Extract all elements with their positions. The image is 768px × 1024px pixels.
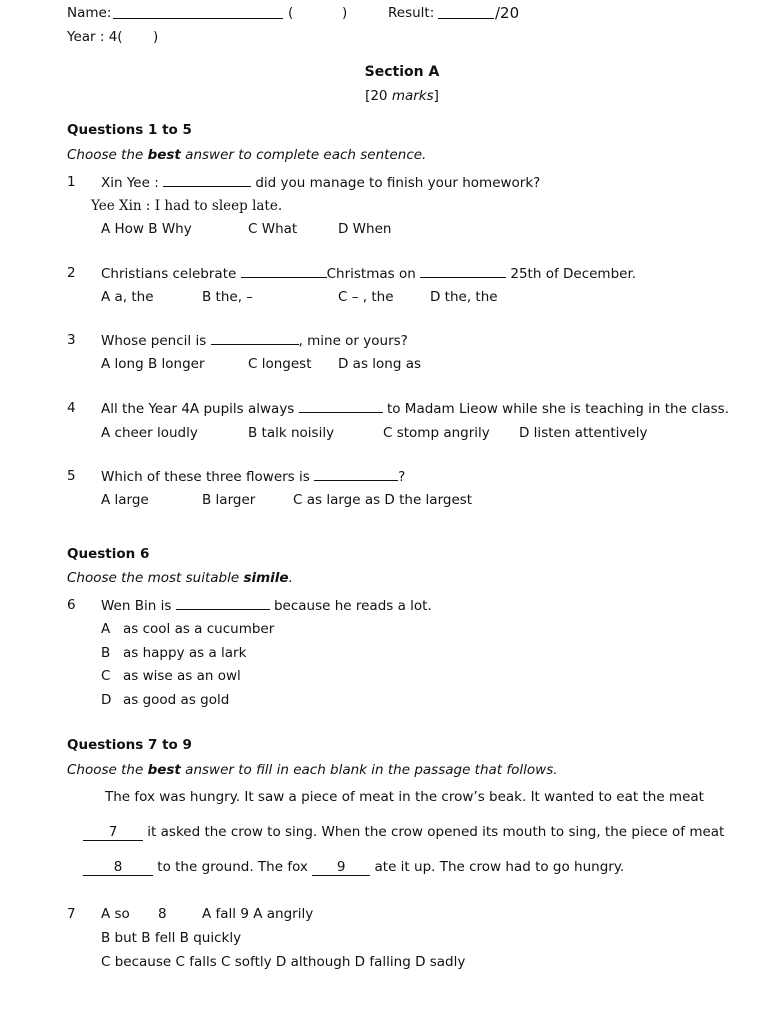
part3-heading: Questions 7 to 9: [67, 737, 192, 753]
answers-row-1a: A so: [101, 906, 130, 922]
result-total: /20: [495, 4, 520, 22]
result-label: Result:: [388, 5, 435, 21]
q3-option-1: A long B longer: [101, 356, 205, 372]
part1-heading: Questions 1 to 5: [67, 122, 192, 138]
answers-row-3: C because C falls C softly D although D falling D sadly: [101, 954, 466, 970]
name-label: Name:: [67, 5, 112, 21]
q3-option-3: D as long as: [338, 356, 422, 372]
q6-option-c: C as wise as an owl: [101, 668, 241, 684]
class-paren-close: ): [342, 5, 348, 21]
q6-number: 6: [67, 597, 76, 613]
q6-line1: Wen Bin is because he reads a lot.: [101, 598, 432, 614]
q6-option-a: A as cool as a cucumber: [101, 621, 275, 637]
section-marks: [0, 88, 768, 104]
part1-instruction: Choose the best answer to complete each sentence.: [67, 147, 427, 163]
q5-option-2: B larger: [202, 492, 256, 508]
q4-option-c: C stomp angrily: [383, 425, 490, 441]
q4-line1: All the Year 4A pupils always to Madam Lieow while she is teaching in the class.: [101, 401, 729, 417]
q6-option-b: B as happy as a lark: [101, 645, 247, 661]
year-paren-close: ): [153, 29, 159, 45]
class-paren-open: (: [288, 5, 294, 21]
q4-option-a: A cheer loudly: [101, 425, 198, 441]
q3-option-2: C longest: [248, 356, 312, 372]
part3-instruction: Choose the best answer to fill in each blank in the passage that follows.: [67, 762, 558, 778]
year-label: Year : 4(: [67, 29, 123, 45]
q5-option-3: C as large as D the largest: [293, 492, 473, 508]
q6-option-d: D as good as gold: [101, 692, 230, 708]
q5-option-1: A large: [101, 492, 149, 508]
q1-line1: Xin Yee : did you manage to finish your homework?: [101, 175, 541, 191]
answers-row-2: B but B fell B quickly: [101, 930, 242, 946]
part2-heading: Question 6: [67, 546, 150, 562]
q4-option-b: B talk noisily: [248, 425, 335, 441]
q2-option-c: C – , the: [338, 289, 394, 305]
marks-open: [20: [365, 88, 392, 104]
q5-number: 5: [67, 468, 76, 484]
section-title: Section A: [364, 64, 440, 80]
q1-option-1: A How B Why: [101, 221, 192, 237]
marks-close: ]: [433, 88, 439, 104]
q1-line2: Yee Xin : I had to sleep late.: [91, 198, 283, 214]
q1-option-2: C What: [248, 221, 298, 237]
q7-number: 7: [67, 906, 76, 922]
passage-line-3: 8 to the ground. The fox 9 ate it up. The crow had to go hungry.: [83, 859, 624, 876]
answers-row-1c: A fall 9 A angrily: [202, 906, 314, 922]
q2-option-a: A a, the: [101, 289, 154, 305]
q4-number: 4: [67, 400, 76, 416]
part2-instruction: Choose the most suitable simile.: [67, 570, 293, 586]
q4-option-d: D listen attentively: [519, 425, 648, 441]
passage-line-2: 7 it asked the crow to sing. When the crow opened its mouth to sing, the piece of meat: [83, 824, 724, 841]
q2-option-d: D the, the: [430, 289, 498, 305]
answers-row-1b: 8: [158, 906, 167, 922]
q2-line1: Christians celebrate Christmas on 25th of December.: [101, 266, 637, 282]
q3-number: 3: [67, 332, 76, 348]
marks-word: marks: [391, 88, 434, 104]
q3-line1: Whose pencil is , mine or yours?: [101, 333, 408, 349]
q1-number: 1: [67, 174, 76, 190]
name-blank: [113, 6, 283, 19]
passage-line-1: The fox was hungry. It saw a piece of meat in the crow’s beak. It wanted to eat the meat: [105, 789, 704, 805]
result-blank: [438, 6, 494, 19]
q2-number: 2: [67, 265, 76, 281]
q5-line1: Which of these three flowers is ?: [101, 469, 406, 485]
q2-option-b: B the, –: [202, 289, 254, 305]
q1-option-3: D When: [338, 221, 392, 237]
